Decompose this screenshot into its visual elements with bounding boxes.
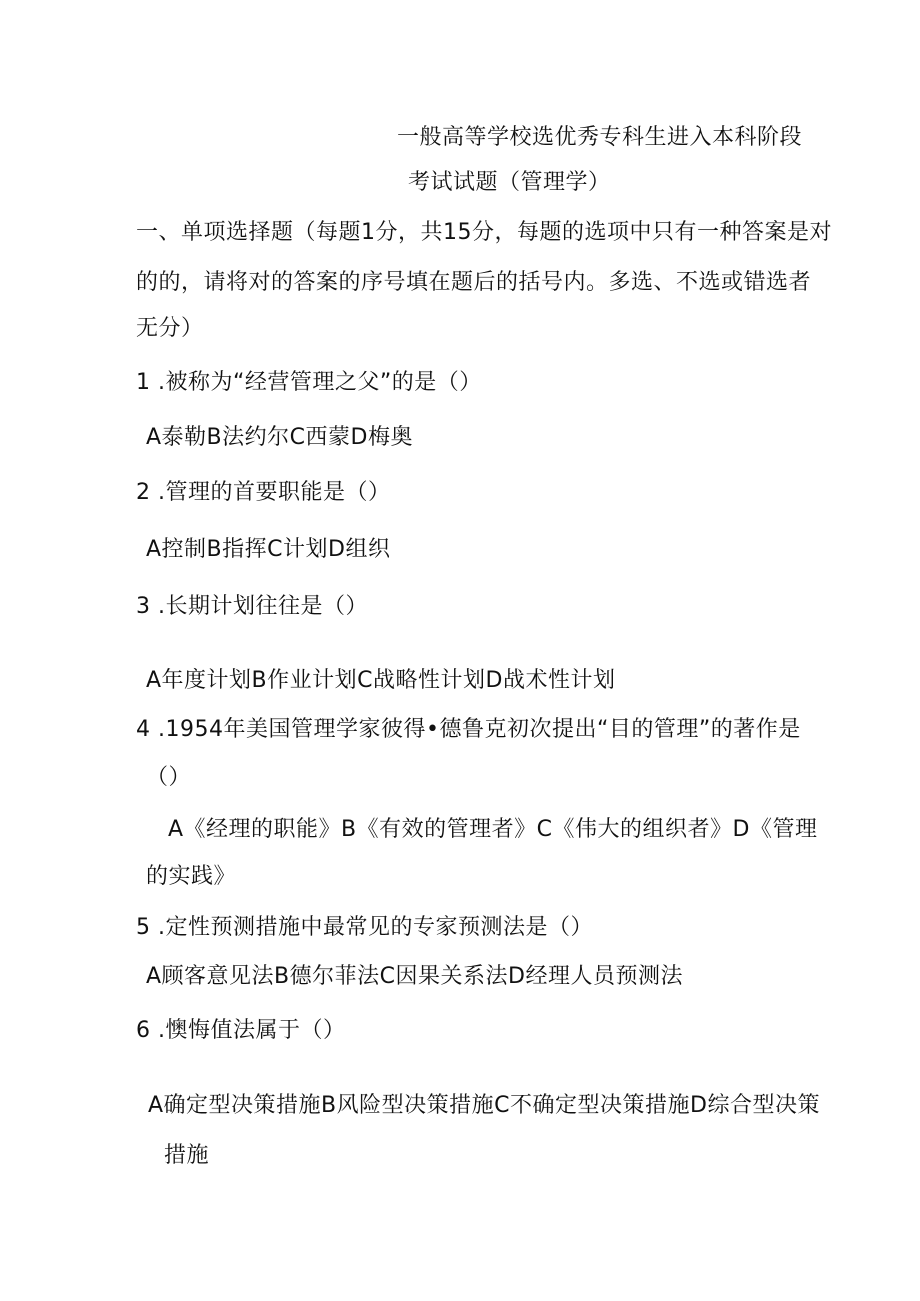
question-6-options-continuation: 措施 [164, 1143, 210, 1168]
exam-title-line-1: 一般高等学校选优秀专科生进入本科阶段 [397, 125, 803, 150]
section-instructions-line-3: 无分） [136, 316, 204, 341]
question-1-options: A泰勒B法约尔C西蒙D梅奥 [146, 425, 413, 450]
question-4-options-continuation: 的实践》 [146, 864, 237, 889]
question-2-stem: 2 .管理的首要职能是（） [136, 480, 391, 505]
question-3-stem: 3 .长期计划往往是（） [136, 594, 368, 619]
section-instructions-line-2: 的的，请将对的答案的序号填在题后的括号内。多选、不选或错选者 [136, 270, 812, 295]
section-instructions-line-1: 一、单项选择题（每题1分，共15分，每题的选项中只有一种答案是对 [136, 220, 832, 245]
question-5-options: A顾客意见法B德尔菲法C因果关系法D经理人员预测法 [146, 964, 683, 989]
question-6-stem: 6 .懊悔值法属于（） [136, 1018, 346, 1043]
question-4-options: A《经理的职能》B《有效的管理者》C《伟大的组织者》D《管理 [168, 817, 818, 842]
question-5-stem: 5 .定性预测措施中最常见的专家预测法是（） [136, 915, 593, 940]
question-4-stem-continuation: （） [146, 765, 192, 790]
question-4-stem: 4 .1954年美国管理学家彼得•德鲁克初次提出“目的管理”的著作是 [136, 717, 801, 742]
question-2-options: A控制B指挥C计划D组织 [146, 537, 391, 562]
exam-title-line-2: 考试试题（管理学） [408, 170, 611, 195]
question-1-stem: 1 .被称为“经营管理之父”的是（） [136, 370, 482, 395]
question-6-options: A确定型决策措施B风险型决策措施C不确定型决策措施D综合型决策 [148, 1093, 820, 1118]
question-3-options: A年度计划B作业计划C战略性计划D战术性计划 [146, 668, 616, 693]
